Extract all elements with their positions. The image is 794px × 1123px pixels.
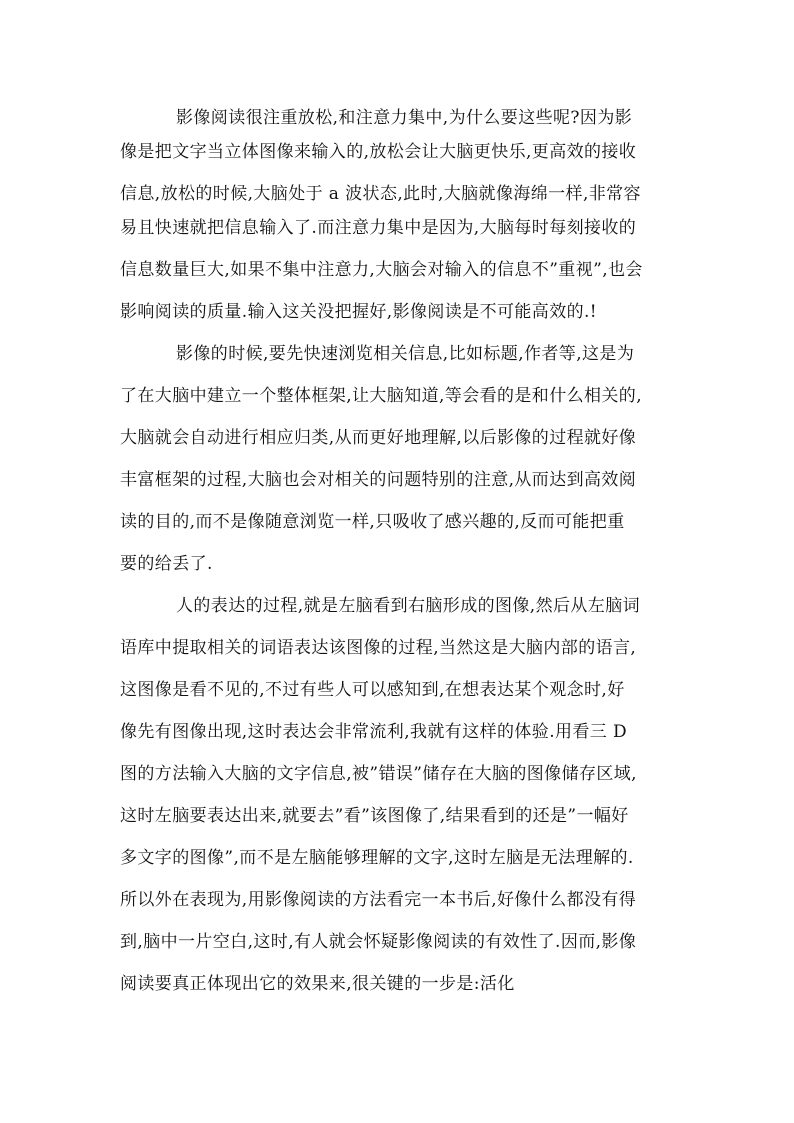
paragraph-1-line-2: 像是把文字当立体图像来输入的,放松会让大脑更快乐,更高效的接收 [120, 142, 637, 162]
paragraph-1-line-5: 信息数量巨大,如果不集中注意力,大脑会对输入的信息不”重视”,也会 [120, 260, 643, 280]
paragraph-1-line-4: 易且快速就把信息输入了.而注意力集中是因为,大脑每时每刻接收的 [120, 218, 637, 238]
paragraph-3-line-2: 语库中提取相关的词语表达该图像的过程,当然这是大脑内部的语言, [120, 638, 637, 658]
paragraph-2-line-6: 要的给丢了. [120, 554, 213, 574]
paragraph-3-line-6: 这时左脑要表达出来,就要去”看”该图像了,结果看到的还是”一幅好 [120, 806, 629, 826]
paragraph-3-line-10: 阅读要真正体现出它的效果来,很关键的一步是:活化 [120, 974, 515, 994]
paragraph-3-line-1: 人的表达的过程,就是左脑看到右脑形成的图像,然后从左脑词 [176, 596, 641, 616]
paragraph-3-line-8: 所以外在表现为,用影像阅读的方法看完一本书后,好像什么都没有得 [120, 890, 637, 910]
paragraph-3-line-9: 到,脑中一片空白,这时,有人就会怀疑影像阅读的有效性了.因而,影像 [120, 932, 637, 952]
paragraph-3-line-3: 这图像是看不见的,不过有些人可以感知到,在想表达某个观念时,好 [120, 680, 625, 700]
paragraph-2-line-3: 大脑就会自动进行相应归类,从而更好地理解,以后影像的过程就好像 [120, 428, 637, 448]
paragraph-3-line-5: 图的方法输入大脑的文字信息,被”错误”储存在大脑的图像储存区域, [120, 764, 637, 784]
paragraph-1-line-3: 信息,放松的时候,大脑处于 a 波状态,此时,大脑就像海绵一样,非常容 [120, 184, 641, 204]
paragraph-2-line-1: 影像的时候,要先快速浏览相关信息,比如标题,作者等,这是为 [176, 344, 635, 364]
paragraph-1-line-6: 影响阅读的质量.输入这关没把握好,影像阅读是不可能高效的.! [120, 302, 598, 322]
paragraph-2-line-2: 了在大脑中建立一个整体框架,让大脑知道,等会看的是和什么相关的, [120, 386, 643, 406]
paragraph-2-line-5: 读的目的,而不是像随意浏览一样,只吸收了感兴趣的,反而可能把重 [120, 512, 625, 532]
paragraph-3-line-4: 像先有图像出现,这时表达会非常流利,我就有这样的体验.用看三 D [120, 722, 628, 742]
paragraph-1-line-1: 影像阅读很注重放松,和注意力集中,为什么要这些呢?因为影 [176, 108, 633, 128]
paragraph-2-line-4: 丰富框架的过程,大脑也会对相关的问题特别的注意,从而达到高效阅 [120, 470, 637, 490]
paragraph-3-line-7: 多文字的图像”,而不是左脑能够理解的文字,这时左脑是无法理解的. [120, 848, 634, 868]
